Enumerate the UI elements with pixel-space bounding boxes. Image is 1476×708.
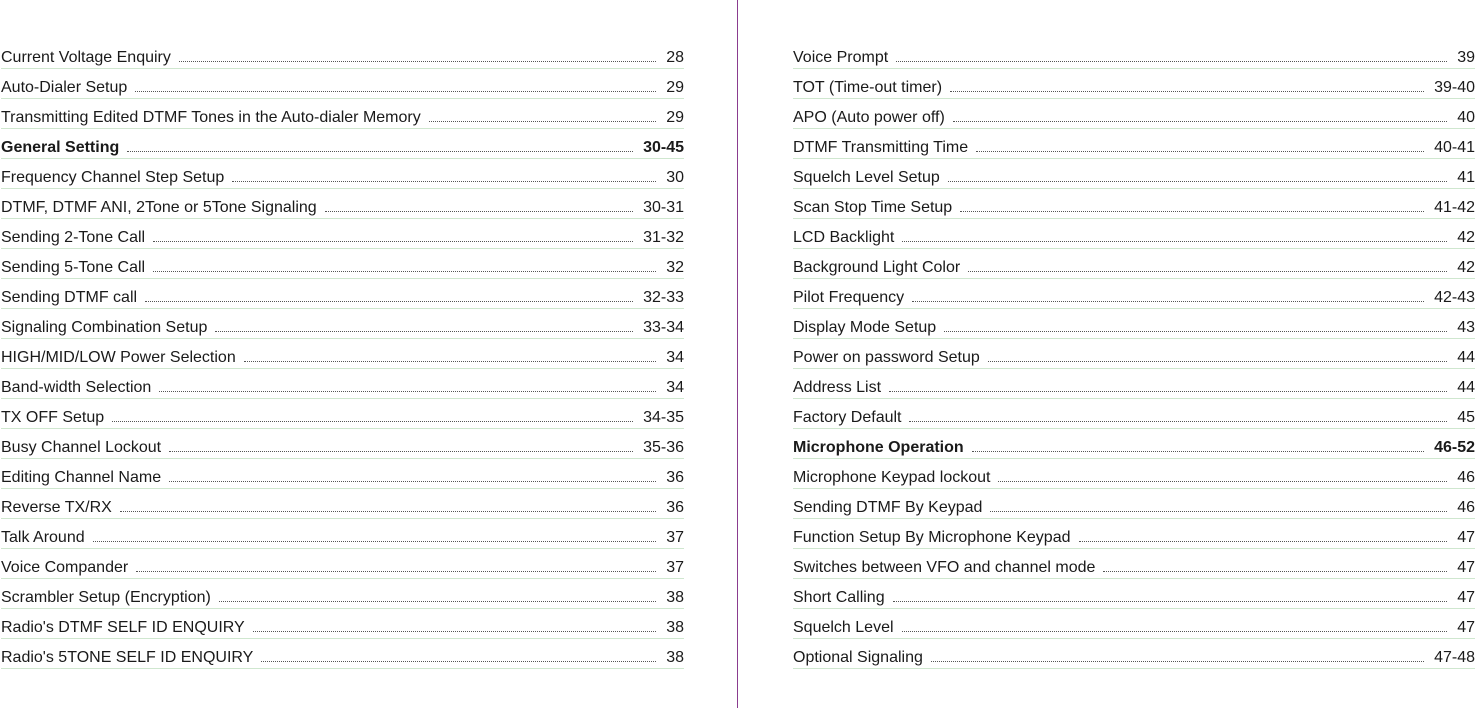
toc-entry-label: Switches between VFO and channel mode — [793, 559, 1096, 576]
toc-entry-page-number: 29 — [666, 109, 684, 126]
page-divider — [737, 0, 738, 708]
dot-leader — [169, 450, 633, 452]
dot-leader — [219, 600, 656, 602]
dot-leader — [902, 240, 1447, 242]
toc-entry-page-number: 47 — [1457, 559, 1475, 576]
toc-entry-page-number: 44 — [1457, 379, 1475, 396]
dot-leader — [902, 630, 1448, 632]
toc-entry-page-number: 42 — [1457, 229, 1475, 246]
toc-entry-label: Radio's DTMF SELF ID ENQUIRY — [1, 619, 245, 636]
dot-leader — [261, 660, 656, 662]
dot-leader — [1079, 540, 1448, 542]
toc-entry — [793, 339, 1475, 369]
toc-entry-label: Auto-Dialer Setup — [1, 79, 128, 96]
toc-entry-label: Voice Prompt — [793, 49, 889, 66]
toc-entry — [793, 189, 1475, 219]
toc-entry-label: HIGH/MID/LOW Power Selection — [1, 349, 236, 366]
dot-leader — [950, 90, 1424, 92]
toc-entry — [1, 519, 684, 549]
dot-leader — [1103, 570, 1447, 572]
dot-leader — [931, 660, 1424, 662]
dot-leader — [135, 90, 656, 92]
toc-entry — [1, 579, 684, 609]
toc-entry — [1, 159, 684, 189]
toc-entry — [793, 69, 1475, 99]
dot-leader — [153, 240, 633, 242]
dot-leader — [127, 150, 633, 152]
toc-entry-label: Voice Compander — [1, 559, 129, 576]
toc-entry — [1, 219, 684, 249]
toc-entry — [1, 39, 684, 69]
toc-entry-label: Current Voltage Enquiry — [1, 49, 171, 66]
toc-section-heading — [1, 129, 684, 159]
toc-entry — [793, 159, 1475, 189]
dot-leader — [145, 300, 633, 302]
toc-entry — [1, 639, 684, 669]
toc-entry-label: Busy Channel Lockout — [1, 439, 162, 456]
dot-leader — [429, 120, 656, 122]
toc-entry — [1, 459, 684, 489]
toc-entry-label: TX OFF Setup — [1, 409, 105, 426]
toc-entry-label: Microphone Operation — [793, 439, 964, 456]
toc-entry — [1, 279, 684, 309]
toc-entry-page-number: 30-31 — [643, 199, 684, 216]
toc-entry-page-number: 32-33 — [643, 289, 684, 306]
dot-leader — [159, 390, 656, 392]
toc-entry-label: Pilot Frequency — [793, 289, 905, 306]
toc-entry-label: Transmitting Edited DTMF Tones in the Auto-dialer Memory — [1, 109, 421, 126]
dot-leader — [253, 630, 657, 632]
toc-entry — [793, 609, 1475, 639]
toc-entry-page-number: 47 — [1457, 529, 1475, 546]
toc-entry — [793, 129, 1475, 159]
dot-leader — [244, 360, 656, 362]
toc-entry-page-number: 30-45 — [643, 139, 684, 156]
dot-leader — [912, 300, 1424, 302]
dot-leader — [988, 360, 1447, 362]
toc-entry-label: Display Mode Setup — [793, 319, 937, 336]
toc-entry-page-number: 39 — [1457, 49, 1475, 66]
toc-entry-label: DTMF Transmitting Time — [793, 139, 969, 156]
dot-leader — [960, 210, 1424, 212]
toc-entry-page-number: 45 — [1457, 409, 1475, 426]
toc-entry — [793, 399, 1475, 429]
dot-leader — [990, 510, 1447, 512]
dot-leader — [93, 540, 657, 542]
toc-entry — [793, 519, 1475, 549]
dot-leader — [136, 570, 656, 572]
dot-leader — [232, 180, 656, 182]
toc-entry-page-number: 38 — [666, 589, 684, 606]
toc-entry-label: Band-width Selection — [1, 379, 152, 396]
toc-entry-page-number: 46 — [1457, 469, 1475, 486]
toc-entry-page-number: 47 — [1457, 589, 1475, 606]
toc-entry — [1, 399, 684, 429]
toc-entry — [1, 429, 684, 459]
toc-entry-label: Sending 5-Tone Call — [1, 259, 146, 276]
toc-entry-page-number: 43 — [1457, 319, 1475, 336]
toc-entry-label: Sending DTMF By Keypad — [793, 499, 983, 516]
toc-entry-page-number: 46-52 — [1434, 439, 1475, 456]
dot-leader — [976, 150, 1424, 152]
toc-entry-label: Address List — [793, 379, 882, 396]
toc-entry — [1, 549, 684, 579]
dot-leader — [112, 420, 633, 422]
toc-entry — [1, 189, 684, 219]
toc-entry-label: Factory Default — [793, 409, 902, 426]
toc-entry-label: Power on password Setup — [793, 349, 980, 366]
toc-entry-page-number: 47-48 — [1434, 649, 1475, 666]
toc-entry — [793, 99, 1475, 129]
toc-section-heading — [793, 429, 1475, 459]
dot-leader — [972, 450, 1424, 452]
toc-entry-label: Background Light Color — [793, 259, 961, 276]
toc-entry-page-number: 41 — [1457, 169, 1475, 186]
toc-entry-page-number: 40 — [1457, 109, 1475, 126]
toc-entry — [793, 369, 1475, 399]
dot-leader — [169, 480, 656, 482]
toc-entry-label: DTMF, DTMF ANI, 2Tone or 5Tone Signaling — [1, 199, 317, 216]
toc-entry-page-number: 42 — [1457, 259, 1475, 276]
toc-entry-label: Reverse TX/RX — [1, 499, 112, 516]
toc-entry — [793, 489, 1475, 519]
toc-entry-label: Optional Signaling — [793, 649, 923, 666]
toc-entry-label: LCD Backlight — [793, 229, 895, 246]
toc-entry-page-number: 34 — [666, 379, 684, 396]
toc-entry-page-number: 39-40 — [1434, 79, 1475, 96]
dot-leader — [968, 270, 1447, 272]
toc-entry — [793, 549, 1475, 579]
toc-right-column — [793, 39, 1475, 669]
toc-entry-label: Function Setup By Microphone Keypad — [793, 529, 1071, 546]
toc-entry-page-number: 34 — [666, 349, 684, 366]
toc-entry-page-number: 47 — [1457, 619, 1475, 636]
toc-entry-page-number: 29 — [666, 79, 684, 96]
dot-leader — [953, 120, 1447, 122]
toc-entry-label: Squelch Level Setup — [793, 169, 940, 186]
toc-entry — [793, 219, 1475, 249]
toc-entry — [793, 579, 1475, 609]
toc-entry-page-number: 36 — [666, 469, 684, 486]
toc-entry-label: Sending 2-Tone Call — [1, 229, 146, 246]
toc-entry-page-number: 34-35 — [643, 409, 684, 426]
toc-entry-page-number: 38 — [666, 649, 684, 666]
toc-entry-label: Signaling Combination Setup — [1, 319, 208, 336]
toc-entry — [1, 99, 684, 129]
toc-entry-page-number: 42-43 — [1434, 289, 1475, 306]
toc-entry-label: TOT (Time-out timer) — [793, 79, 943, 96]
toc-entry-page-number: 35-36 — [643, 439, 684, 456]
toc-entry-page-number: 37 — [666, 529, 684, 546]
toc-entry-page-number: 40-41 — [1434, 139, 1475, 156]
toc-entry-page-number: 33-34 — [643, 319, 684, 336]
toc-entry — [1, 309, 684, 339]
toc-entry — [793, 249, 1475, 279]
toc-entry — [793, 459, 1475, 489]
toc-entry-page-number: 32 — [666, 259, 684, 276]
toc-entry — [1, 69, 684, 99]
toc-entry-page-number: 37 — [666, 559, 684, 576]
dot-leader — [896, 60, 1447, 62]
toc-entry-label: Scrambler Setup (Encryption) — [1, 589, 211, 606]
toc-entry — [1, 609, 684, 639]
dot-leader — [998, 480, 1447, 482]
dot-leader — [889, 390, 1447, 392]
dot-leader — [944, 330, 1447, 332]
dot-leader — [893, 600, 1448, 602]
toc-entry-page-number: 41-42 — [1434, 199, 1475, 216]
toc-entry-label: Talk Around — [1, 529, 85, 546]
toc-entry-page-number: 44 — [1457, 349, 1475, 366]
toc-entry — [1, 489, 684, 519]
toc-entry — [793, 39, 1475, 69]
toc-entry-page-number: 28 — [666, 49, 684, 66]
toc-entry-label: Sending DTMF call — [1, 289, 138, 306]
toc-entry-label: Short Calling — [793, 589, 885, 606]
dot-leader — [153, 270, 656, 272]
toc-entry-page-number: 46 — [1457, 499, 1475, 516]
toc-entry — [1, 369, 684, 399]
toc-entry — [793, 639, 1475, 669]
toc-entry-page-number: 30 — [666, 169, 684, 186]
dot-leader — [909, 420, 1447, 422]
toc-entry-label: Microphone Keypad lockout — [793, 469, 991, 486]
toc-entry-label: Frequency Channel Step Setup — [1, 169, 225, 186]
toc-entry-label: Squelch Level — [793, 619, 894, 636]
dot-leader — [179, 60, 656, 62]
toc-entry-page-number: 38 — [666, 619, 684, 636]
toc-entry-label: Radio's 5TONE SELF ID ENQUIRY — [1, 649, 254, 666]
toc-entry — [1, 339, 684, 369]
toc-entry-page-number: 36 — [666, 499, 684, 516]
toc-entry-page-number: 31-32 — [643, 229, 684, 246]
toc-entry-label: APO (Auto power off) — [793, 109, 945, 126]
dot-leader — [325, 210, 633, 212]
dot-leader — [215, 330, 633, 332]
toc-entry-label: Scan Stop Time Setup — [793, 199, 953, 216]
toc-left-column — [1, 39, 684, 669]
toc-entry — [1, 249, 684, 279]
dot-leader — [120, 510, 656, 512]
dot-leader — [948, 180, 1447, 182]
toc-entry — [793, 309, 1475, 339]
toc-entry-label: General Setting — [1, 139, 120, 156]
toc-entry-label: Editing Channel Name — [1, 469, 162, 486]
toc-entry — [793, 279, 1475, 309]
